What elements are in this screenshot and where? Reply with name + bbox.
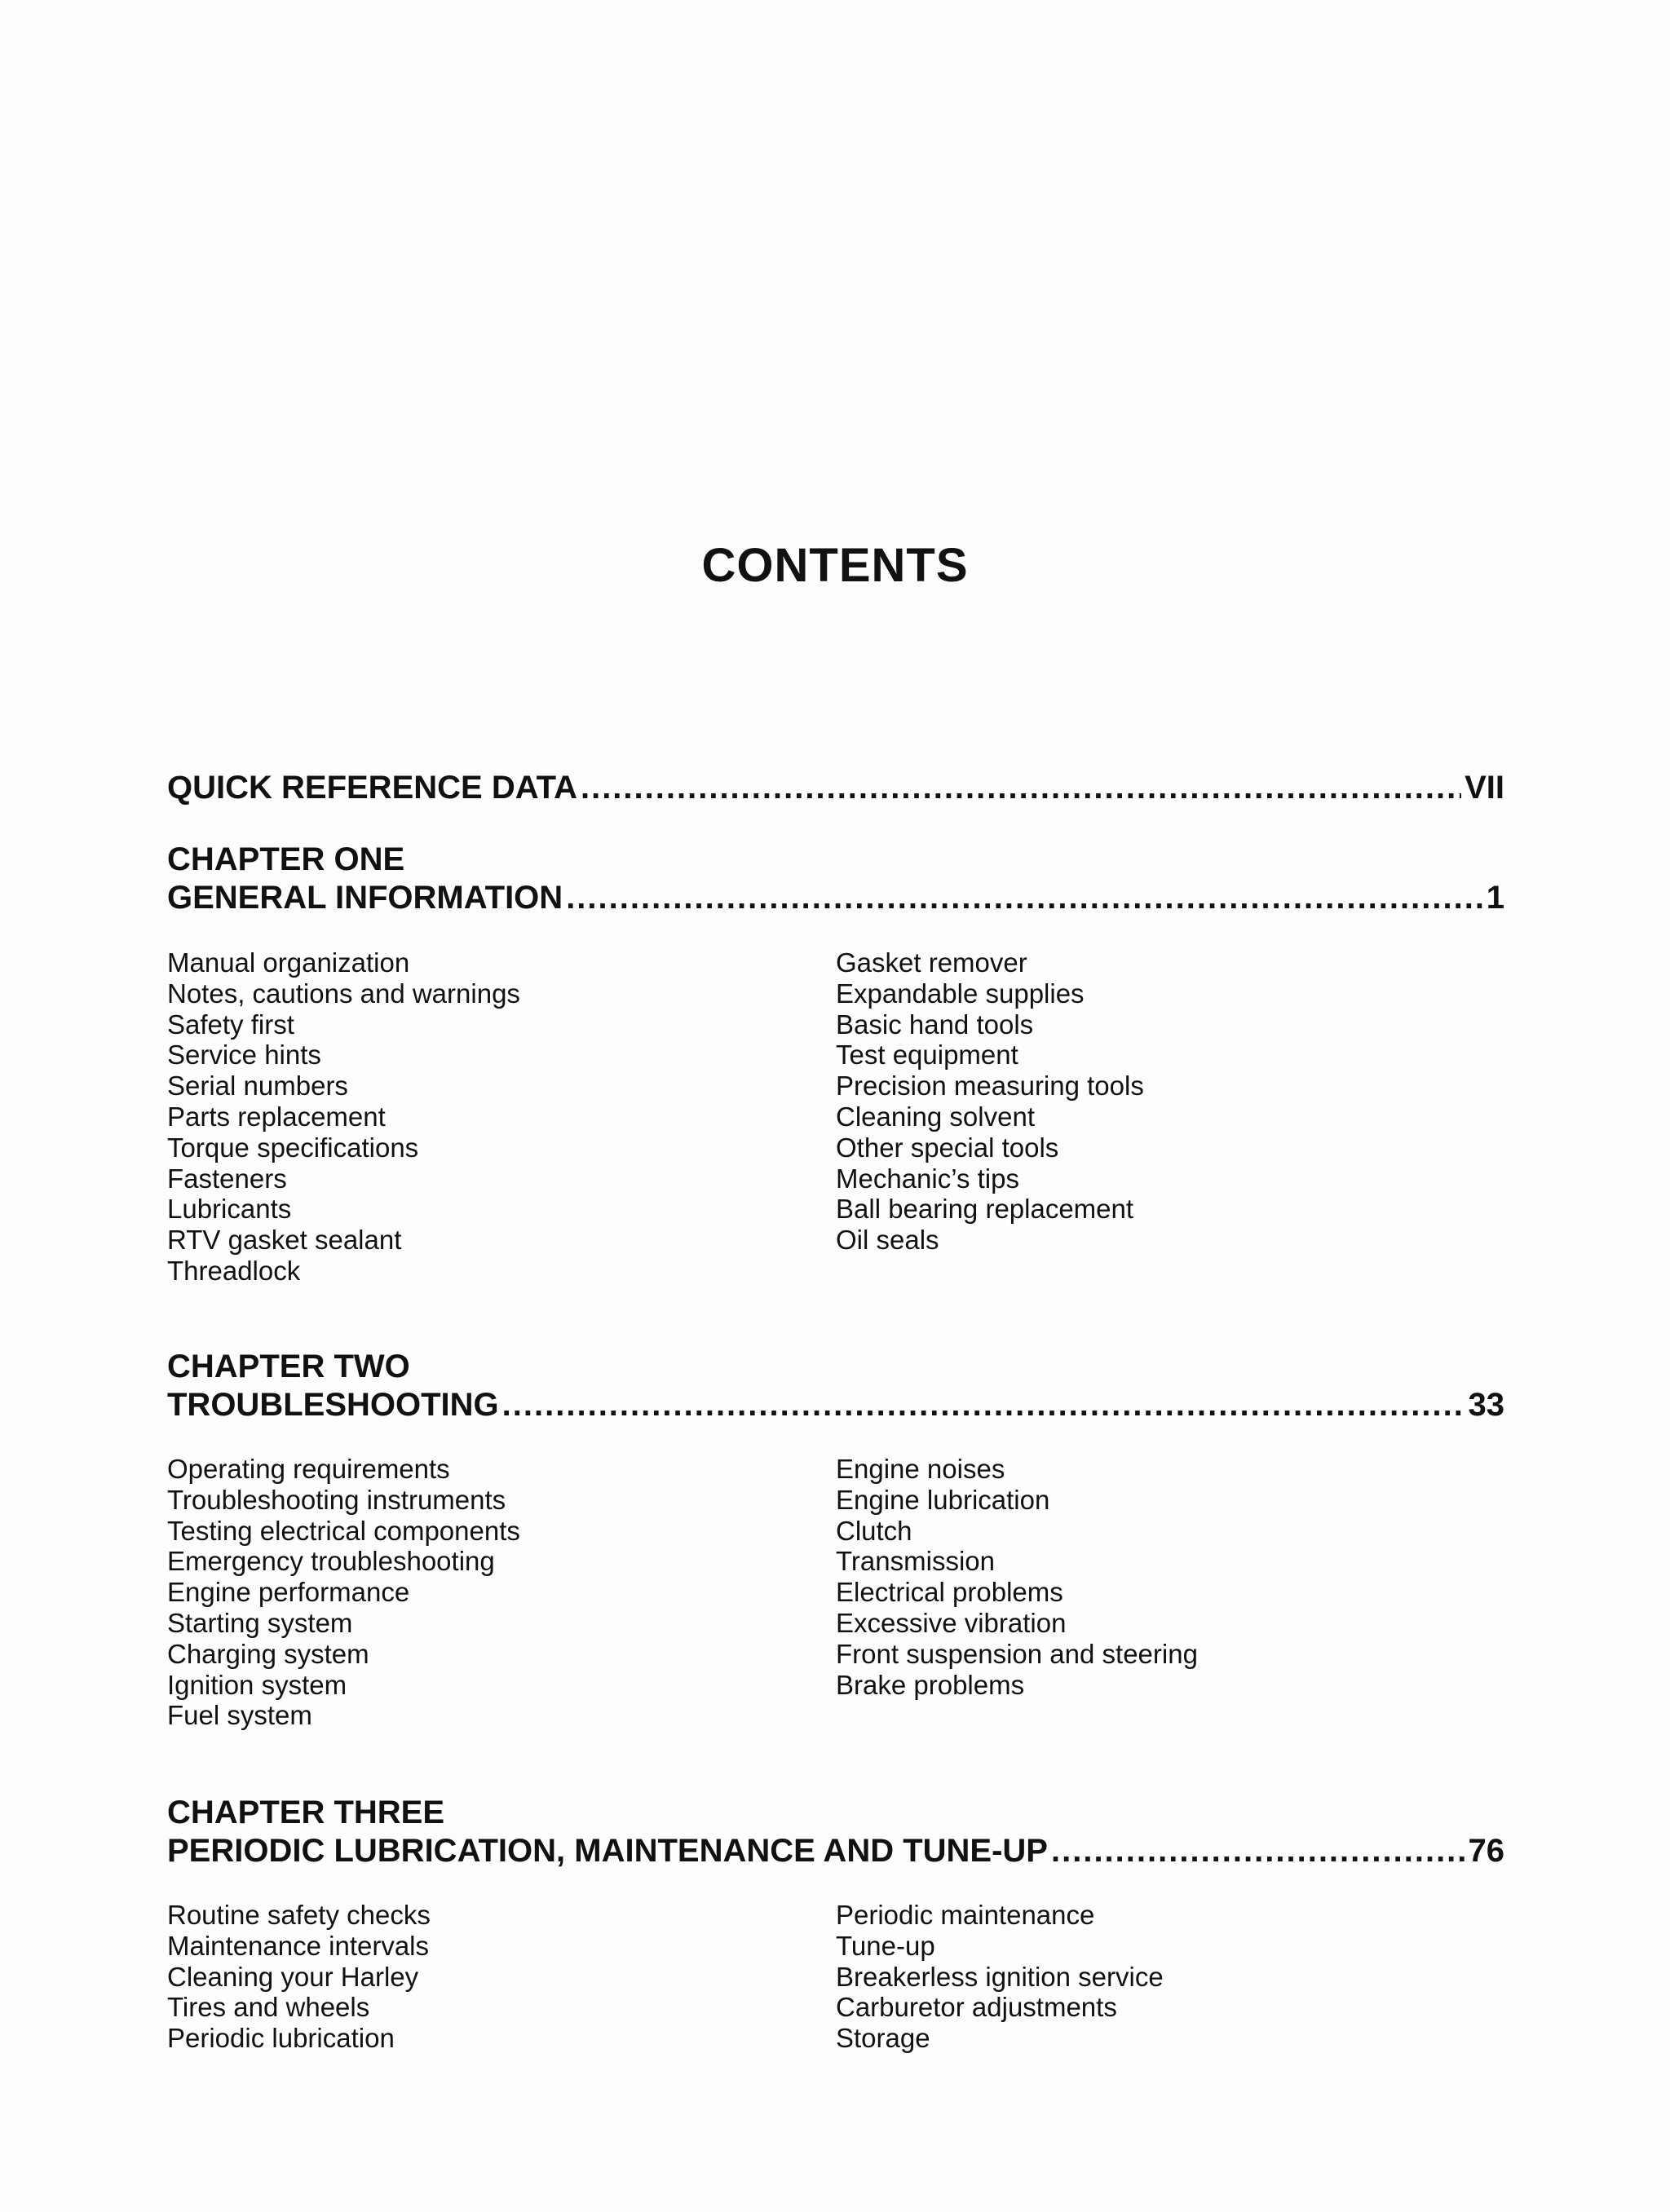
topic-item: Torque specifications bbox=[167, 1132, 419, 1163]
chapter-two-entry[interactable] bbox=[167, 1387, 1504, 1424]
topic-item: Periodic lubrication bbox=[167, 2023, 395, 2054]
topic-item: RTV gasket sealant bbox=[167, 1225, 402, 1256]
topic-item: Fuel system bbox=[167, 1700, 312, 1731]
dot-leader bbox=[581, 770, 1461, 806]
quick-reference-entry[interactable] bbox=[167, 770, 1504, 806]
quick-reference-page: VII bbox=[1465, 770, 1504, 806]
topic-item: Cleaning solvent bbox=[836, 1101, 1035, 1132]
topic-item: Expandable supplies bbox=[836, 978, 1085, 1009]
chapter-three-page: 76 bbox=[1468, 1833, 1504, 1869]
topic-item: Safety first bbox=[167, 1009, 294, 1040]
topic-item: Other special tools bbox=[836, 1132, 1059, 1163]
chapter-three-number: CHAPTER THREE bbox=[167, 1795, 445, 1830]
chapter-three-entry[interactable] bbox=[167, 1833, 1504, 1870]
chapter-one-topics-right bbox=[836, 947, 1504, 1287]
topic-item: Test equipment bbox=[836, 1040, 1018, 1071]
topic-item: Basic hand tools bbox=[836, 1009, 1034, 1040]
topic-item: Starting system bbox=[167, 1607, 353, 1638]
chapter-two-topics-left bbox=[167, 1454, 836, 1731]
topic-item: Parts replacement bbox=[167, 1101, 386, 1132]
topic-item: Transmission bbox=[836, 1546, 995, 1577]
chapter-three-title: PERIODIC LUBRICATION, MAINTENANCE AND TUNE-UP bbox=[167, 1833, 1048, 1869]
topic-item: Storage bbox=[836, 2023, 930, 2054]
topic-item: Mechanic’s tips bbox=[836, 1163, 1019, 1194]
topic-item: Ball bearing replacement bbox=[836, 1194, 1134, 1225]
topic-item: Electrical problems bbox=[836, 1577, 1063, 1608]
chapter-two-topics-right bbox=[836, 1454, 1504, 1731]
chapter-three-topics bbox=[167, 1900, 1504, 2054]
topic-item: Breakerless ignition service bbox=[836, 1961, 1164, 1992]
topic-item: Emergency troubleshooting bbox=[167, 1546, 495, 1577]
topic-item: Gasket remover bbox=[836, 947, 1027, 978]
topic-item: Cleaning your Harley bbox=[167, 1961, 419, 1992]
topic-item: Service hints bbox=[167, 1040, 321, 1071]
topic-item: Threadlock bbox=[167, 1255, 301, 1286]
topic-item: Troubleshooting instruments bbox=[167, 1484, 506, 1515]
page-title: CONTENTS bbox=[701, 539, 969, 592]
quick-reference-label: QUICK REFERENCE DATA bbox=[167, 770, 577, 806]
topic-item: Tune-up bbox=[836, 1930, 935, 1961]
chapter-one-title: GENERAL INFORMATION bbox=[167, 880, 563, 916]
topic-item: Lubricants bbox=[167, 1194, 292, 1225]
topic-item: Ignition system bbox=[167, 1669, 347, 1700]
dot-leader bbox=[502, 1387, 1465, 1424]
topic-item: Front suspension and steering bbox=[836, 1638, 1198, 1669]
chapter-two-number: CHAPTER TWO bbox=[167, 1349, 410, 1384]
chapter-three-topics-left bbox=[167, 1900, 836, 2054]
topic-item: Engine noises bbox=[836, 1454, 1005, 1484]
topic-item: Oil seals bbox=[836, 1225, 939, 1256]
chapter-two-topics bbox=[167, 1454, 1504, 1731]
chapter-three-topics-right bbox=[836, 1900, 1504, 2054]
topic-item: Testing electrical components bbox=[167, 1515, 520, 1546]
chapter-two-title: TROUBLESHOOTING bbox=[167, 1387, 499, 1423]
topic-item: Manual organization bbox=[167, 947, 410, 978]
topic-item: Tires and wheels bbox=[167, 1992, 370, 2023]
topic-item: Brake problems bbox=[836, 1669, 1025, 1700]
topic-item: Fasteners bbox=[167, 1163, 287, 1194]
topic-item: Precision measuring tools bbox=[836, 1071, 1144, 1102]
topic-item: Periodic maintenance bbox=[836, 1900, 1095, 1930]
topic-item: Carburetor adjustments bbox=[836, 1992, 1117, 2023]
topic-item: Clutch bbox=[836, 1515, 912, 1546]
topic-item: Notes, cautions and warnings bbox=[167, 978, 520, 1009]
chapter-one-topics bbox=[167, 947, 1504, 1287]
topic-item: Engine lubrication bbox=[836, 1484, 1050, 1515]
topic-item: Engine performance bbox=[167, 1577, 410, 1608]
topic-item: Excessive vibration bbox=[836, 1607, 1067, 1638]
chapter-one-page: 1 bbox=[1486, 880, 1504, 916]
dot-leader bbox=[566, 880, 1483, 916]
chapter-one-entry[interactable] bbox=[167, 880, 1504, 916]
dot-leader bbox=[1051, 1833, 1465, 1870]
topic-item: Charging system bbox=[167, 1638, 369, 1669]
topic-item: Operating requirements bbox=[167, 1454, 450, 1484]
topic-item: Routine safety checks bbox=[167, 1900, 431, 1930]
chapter-one-topics-left bbox=[167, 947, 836, 1287]
topic-item: Serial numbers bbox=[167, 1071, 348, 1102]
topic-item: Maintenance intervals bbox=[167, 1930, 430, 1961]
chapter-two-page: 33 bbox=[1468, 1387, 1504, 1423]
chapter-one-number: CHAPTER ONE bbox=[167, 841, 405, 877]
